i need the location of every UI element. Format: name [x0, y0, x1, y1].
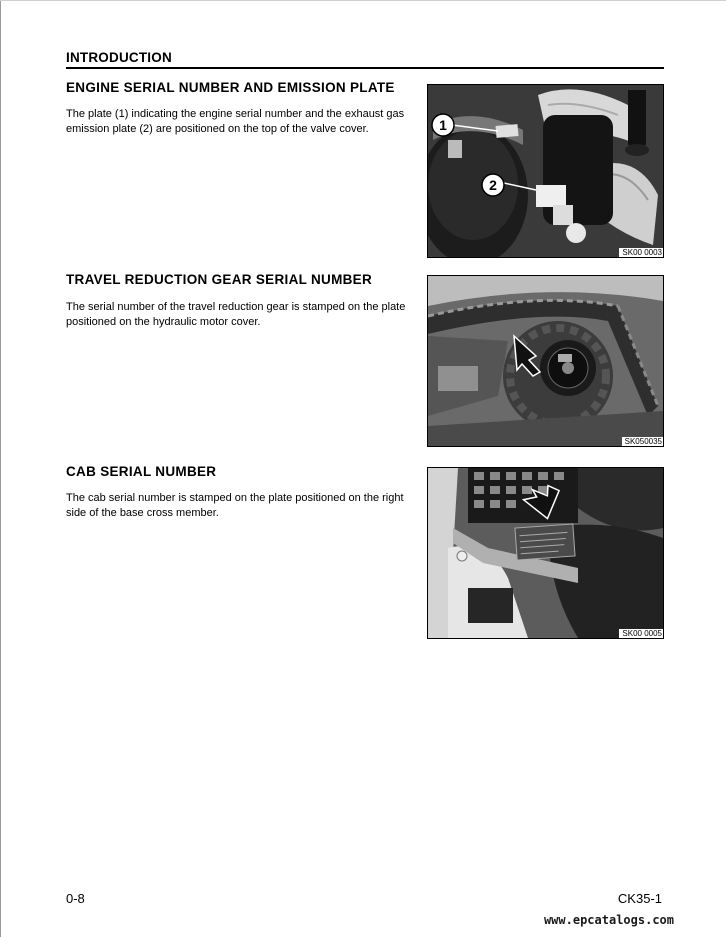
page-border [0, 0, 1, 937]
section-body-cab-serial: The cab serial number is stamped on the plate positioned on the right side of the base cross member. [66, 492, 404, 519]
section-body-engine-serial: The plate (1) indicating the engine serial number and the exhaust gas emission plate (2) are positioned on the top of the valve cover. [66, 108, 405, 135]
section-heading-cab-serial: CAB SERIAL NUMBER [66, 464, 217, 479]
photo-code: SK050035 [622, 437, 663, 446]
cab-photo-image [428, 468, 663, 638]
photo-code: SK00 0003 [619, 248, 663, 257]
title-rule [66, 67, 664, 69]
callout-1-label: 1 [439, 117, 447, 133]
callout-2-label: 2 [489, 177, 497, 193]
section-heading-travel-gear: TRAVEL REDUCTION GEAR SERIAL NUMBER [66, 272, 373, 287]
engine-photo [427, 84, 664, 258]
page-border-top [0, 0, 726, 1]
engine-photo-image [428, 85, 663, 257]
model-code: CK35-1 [617, 891, 662, 906]
cab-photo [427, 467, 664, 639]
travel-gear-photo [427, 275, 664, 447]
watermark: www.epcatalogs.com [543, 913, 674, 927]
photo-code: SK00 0005 [619, 629, 663, 638]
section-body-travel-gear: The serial number of the travel reduction gear is stamped on the plate positioned on the hydraulic motor cover. [66, 301, 406, 328]
travel-gear-photo-image [428, 276, 663, 446]
page-number: 0-8 [66, 891, 85, 906]
section-heading-engine-serial: ENGINE SERIAL NUMBER AND EMISSION PLATE [66, 80, 395, 95]
page-title: INTRODUCTION [66, 50, 172, 65]
